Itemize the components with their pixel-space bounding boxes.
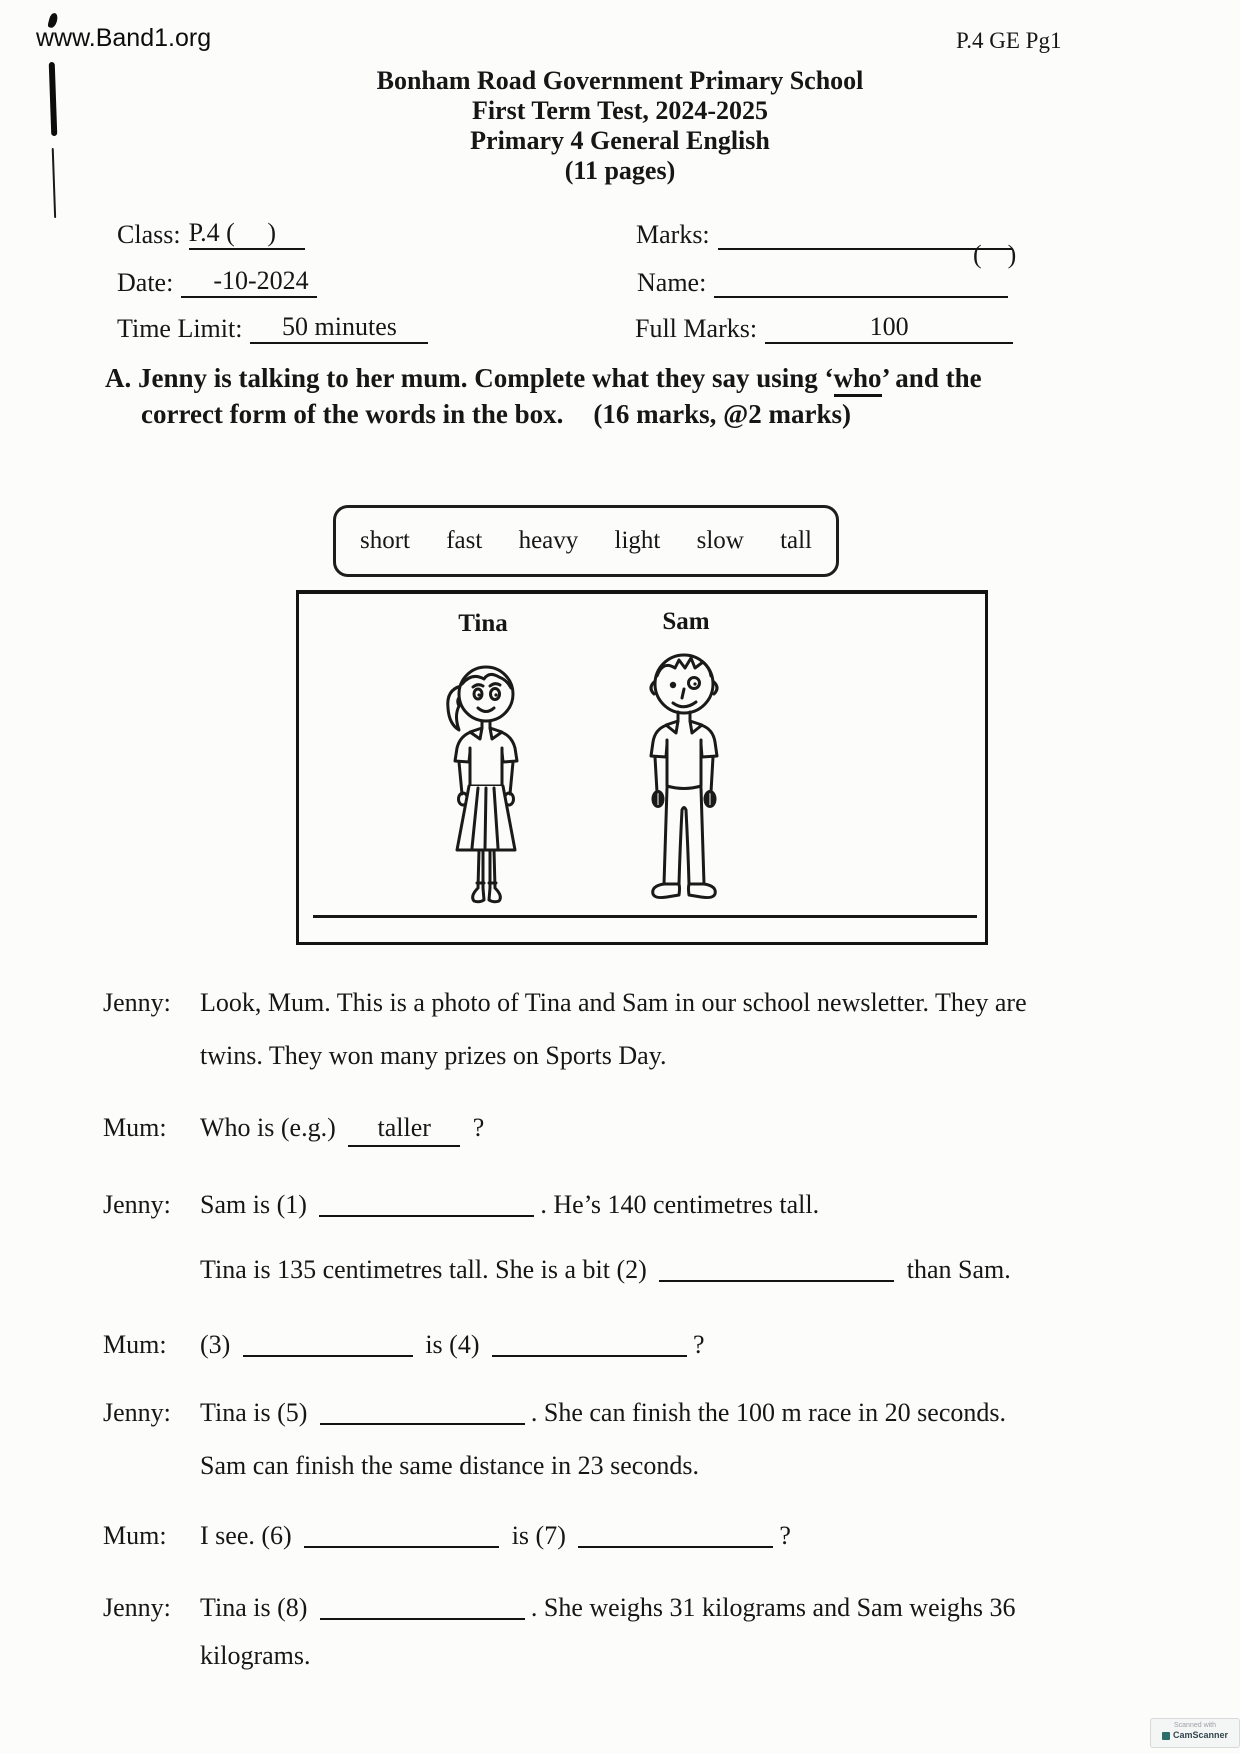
date-field [117, 266, 317, 298]
dialogue-row [103, 986, 1178, 1073]
dialogue-line: twins. They won many prizes on Sports Day. [200, 1041, 667, 1070]
word-bank-item: tall [780, 527, 812, 554]
dialogue-line [200, 1396, 1178, 1430]
dialogue-row [103, 1591, 1178, 1673]
class-value: P.4 ( ) [189, 218, 305, 250]
speaker-label: Mum: [103, 1330, 167, 1359]
badge-scanned-with: Scanned with [1173, 1722, 1217, 1729]
dialogue-line [200, 1591, 1178, 1625]
dialogue-text: . She can finish the 100 m race in 20 seconds. [530, 1398, 1006, 1427]
name-field [637, 240, 1017, 298]
section-a-line1 [105, 360, 1065, 396]
dialogue-row [103, 1111, 1178, 1147]
dialogue-line [200, 1328, 1178, 1362]
dialogue-row [103, 1188, 1178, 1287]
marks-label: Marks: [636, 220, 710, 249]
example-answer-blank: taller [348, 1111, 460, 1147]
tina-figure-drawing [424, 660, 542, 919]
date-label: Date: [117, 268, 174, 297]
word-bank-item: slow [696, 527, 744, 554]
dialogue-line [200, 1111, 1178, 1147]
class-label: Class: [117, 220, 181, 249]
dialogue-line [200, 1253, 1178, 1287]
dialogue-text: Who is (e.g.) [200, 1113, 336, 1142]
speaker-label: Jenny: [103, 1593, 171, 1622]
answer-blank-8 [320, 1592, 525, 1620]
dialogue-line: Sam can finish the same distance in 23 seconds. [200, 1451, 699, 1480]
name-class-paren: ( ) [972, 240, 1017, 269]
time-limit-label: Time Limit: [117, 314, 243, 343]
speaker-label: Mum: [103, 1113, 167, 1142]
camscanner-badge [1150, 1718, 1240, 1748]
who-underlined: who [834, 363, 882, 397]
time-limit-value: 50 minutes [250, 312, 428, 344]
heading-text-line2: correct form of the words in the box. [141, 399, 564, 429]
test-title-block [0, 66, 1240, 186]
answer-blank-5 [320, 1397, 525, 1425]
speaker-label: Jenny: [103, 1398, 171, 1427]
section-a-line2 [141, 396, 1065, 432]
speaker-label: Mum: [103, 1521, 167, 1550]
dialogue-line [200, 1188, 1178, 1222]
dialogue-text: ? [693, 1330, 705, 1359]
dialogue-text: Tina is (8) [200, 1593, 308, 1622]
name-blank [714, 240, 1017, 298]
class-field [117, 218, 305, 250]
word-bank-item: heavy [518, 527, 579, 554]
ground-line [313, 915, 977, 918]
test-name: First Term Test, 2024-2025 [471, 96, 769, 125]
date-value: -10-2024 [181, 266, 317, 298]
full-marks-value: 100 [765, 312, 1013, 344]
dialogue-text: than Sam. [906, 1255, 1011, 1284]
speaker-label: Jenny: [103, 1190, 171, 1219]
dialogue-line [200, 1519, 1178, 1553]
school-name: Bonham Road Government Primary School [376, 66, 864, 95]
time-limit-field [117, 312, 428, 344]
figure-label-tina: Tina [458, 610, 508, 637]
dialogue-line: Look, Mum. This is a photo of Tina and Sam in our school newsletter. They are [200, 988, 1027, 1017]
word-bank-item: fast [446, 527, 483, 554]
name-label: Name: [637, 268, 707, 297]
answer-blank-3 [243, 1329, 413, 1357]
dialogue-text: is (4) [425, 1330, 480, 1359]
word-bank-item: light [614, 527, 661, 554]
illustration-box [296, 590, 988, 945]
heading-text-post: ’ and the [881, 363, 982, 393]
dialogue-text: Tina is 135 centimetres tall. She is a bit (2) [200, 1255, 647, 1284]
section-a-heading [105, 360, 1065, 432]
dialogue-text: . She weighs 31 kilograms and Sam weighs 36 [530, 1593, 1016, 1622]
dialogue-text: I see. (6) [200, 1521, 292, 1550]
answer-blank-6 [304, 1520, 499, 1548]
answer-blank-2 [659, 1254, 894, 1282]
subject-name: Primary 4 General English [470, 126, 770, 155]
page-reference: P.4 GE Pg1 [956, 28, 1062, 53]
dialogue-row [103, 1519, 1178, 1553]
marks-field [636, 218, 1012, 250]
speaker-label: Jenny: [103, 988, 171, 1017]
heading-text-pre: A. Jenny is talking to her mum. Complete what they say using ‘ [105, 363, 834, 393]
answer-blank-1 [319, 1189, 534, 1217]
word-bank-box [333, 505, 839, 577]
page-count: (11 pages) [564, 156, 676, 185]
site-watermark: www.Band1.org [36, 24, 212, 52]
full-marks-label: Full Marks: [635, 314, 758, 343]
word-bank-item: short [360, 527, 410, 554]
dialogue-text: Sam is (1) [200, 1190, 307, 1219]
dialogue-text: is (7) [511, 1521, 566, 1550]
badge-app-name: CamScanner [1151, 1731, 1239, 1740]
sam-figure-drawing [625, 648, 743, 919]
answer-blank-4 [492, 1329, 687, 1357]
dialogue-text: Tina is (5) [200, 1398, 308, 1427]
dialogue-text: ? [472, 1113, 485, 1142]
full-marks-field [635, 312, 1013, 344]
dialogue-row [103, 1328, 1178, 1362]
marks-blank [718, 218, 1012, 250]
dialogue-row [103, 1396, 1178, 1483]
dialogue-text: (3) [200, 1330, 231, 1359]
dialogue-text: ? [779, 1521, 791, 1550]
dialogue-line: kilograms. [200, 1641, 311, 1670]
dialogue-text: . He’s 140 centimetres tall. [540, 1190, 820, 1219]
figure-label-sam: Sam [662, 608, 710, 635]
marks-note: (16 marks, @2 marks) [593, 399, 852, 429]
camscanner-icon [1162, 1732, 1170, 1740]
answer-blank-7 [578, 1520, 773, 1548]
